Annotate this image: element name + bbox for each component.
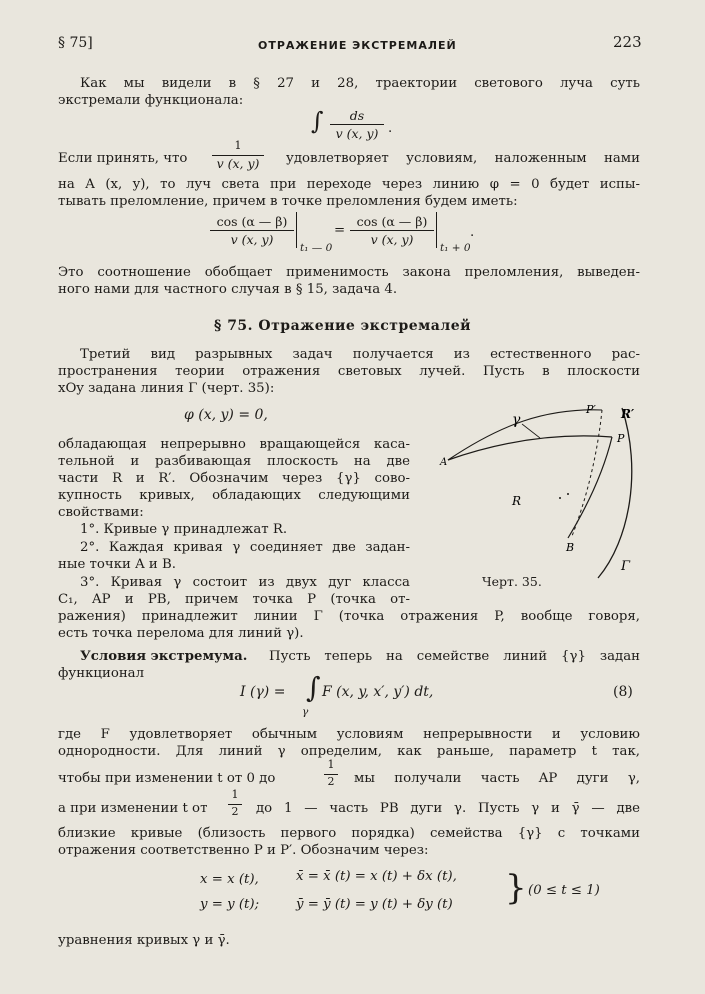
- formula2-end: .: [470, 225, 475, 240]
- para6-line3a: чтобы при изменении t от 0 до: [58, 771, 276, 786]
- formula4-integral: ∫: [306, 671, 321, 704]
- formula1-denominator: v (x, y): [335, 126, 379, 141]
- formula4-integrand: F (x, y, x′, y′) dt,: [322, 684, 434, 700]
- formula5-cond: (0 ≤ t ≤ 1): [528, 883, 600, 898]
- label-big-gamma: Γ: [621, 559, 631, 574]
- para5-line5: свойствами:: [58, 505, 144, 520]
- para6-line3b: мы получали часть AP дуги γ,: [354, 771, 640, 786]
- para4-line3: xOy задана линия Γ (черт. 35):: [58, 381, 275, 396]
- last-line: уравнения кривых γ и γ̄.: [58, 933, 230, 948]
- label-p-prime: P′: [586, 403, 596, 416]
- formula2-left-num: cos (α — β): [216, 214, 288, 229]
- para6-half2-num: 1: [231, 788, 239, 801]
- para4-line2: пространения теории отражения световых лучей. Пусть в плоскости: [58, 364, 640, 379]
- formula1-end: .: [388, 121, 393, 136]
- para5-line4: купность кривых, обладающих следующими: [58, 488, 410, 503]
- property-3-cont1: C₁, AP и PB, причем точка P (точка от-: [58, 592, 410, 607]
- para4-line1: Третий вид разрывных задач получается из естественного рас-: [80, 347, 640, 362]
- label-r-prime: R′: [621, 407, 635, 421]
- formula5-r1b: x̄ = x̄ (t) = x (t) + δx (t),: [296, 869, 457, 884]
- formula2-right-num: cos (α — β): [356, 214, 428, 229]
- formula5-r2a: y = y (t);: [200, 897, 260, 912]
- para2-line3: тывать преломление, причем в точке преломления будем иметь:: [58, 194, 518, 209]
- para6-line6: отражения соответственно P и P′. Обозначим через:: [58, 843, 429, 858]
- label-gamma: γ: [512, 412, 521, 428]
- property-3-cont2: ражения) принадлежит линии Γ (точка отражения P, вообще говоря,: [58, 609, 640, 624]
- property-3-cont3: есть точка перелома для линий γ).: [58, 626, 304, 641]
- para3-line2: ного нами для частного случая в § 15, задача 4.: [58, 282, 398, 297]
- label-b: B: [566, 541, 575, 554]
- page-number: 223: [613, 33, 642, 51]
- para6-half2-den: 2: [231, 805, 239, 818]
- formula4-lower: γ: [302, 706, 309, 718]
- para6-line1: где F удовлетворяет обычным условиям непрерывности и условию: [58, 727, 640, 742]
- formula5-r2b: ȳ = ȳ (t) = y (t) + δy (t): [296, 897, 453, 912]
- label-p: P: [617, 432, 625, 445]
- para5-line3: части R и R′. Обозначим через {γ} сово-: [58, 471, 410, 486]
- formula2-eq: =: [334, 223, 346, 238]
- para6-line2: однородности. Для линий γ определим, как раньше, параметр t так,: [58, 744, 640, 759]
- formula2-left-den: v (x, y): [230, 232, 274, 247]
- formula5-brace: }: [505, 868, 527, 908]
- para2-line1a: Если принять, что: [58, 151, 188, 166]
- formula1-integral: ∫: [311, 107, 324, 135]
- para6-line4b: до 1 — часть PB дуги γ. Пусть γ и γ̄ — две: [256, 801, 640, 816]
- property-3: 3°. Кривая γ состоит из двух дуг класса: [80, 575, 410, 590]
- extremum-heading: Условия экстремума.: [80, 649, 248, 664]
- para2-frac-den: v (x, y): [216, 156, 260, 171]
- formula2-left-sub: t₁ — 0: [300, 242, 333, 254]
- label-a: A: [440, 457, 448, 468]
- para2-frac-num: 1: [234, 139, 242, 152]
- formula2-right-sub: t₁ + 0: [440, 242, 471, 254]
- para6-line4a: а при изменении t от: [58, 801, 208, 816]
- header-title: ОТРАЖЕНИЕ ЭКСТРЕМАЛЕЙ: [258, 39, 457, 52]
- para6-half-num: 1: [327, 758, 335, 771]
- curve-ap: [448, 436, 612, 460]
- property-1: 1°. Кривые γ принадлежат R.: [80, 522, 288, 537]
- para1-line1: Как мы видели в § 27 и 28, траектории светового луча суть: [80, 76, 640, 91]
- arrow-gamma: [522, 424, 540, 438]
- para3-line1: Это соотношение обобщает применимость закона преломления, выведен-: [58, 265, 640, 280]
- figure-caption: Черт. 35.: [482, 574, 542, 589]
- dot-r2: [567, 493, 569, 495]
- property-2: 2°. Каждая кривая γ соединяет две задан-: [80, 540, 410, 555]
- formula3: φ (x, y) = 0,: [184, 407, 268, 423]
- para6-half-den: 2: [327, 775, 335, 788]
- para2-line1b: удовлетворяет условиям, наложенным нами: [286, 151, 640, 166]
- curve-gamma-boundary: [598, 408, 632, 578]
- para6-line5: близкие кривые (близость первого порядка) семейства {γ} с точками: [58, 826, 640, 841]
- curve-p-prime-b: [572, 410, 602, 536]
- label-r: R: [512, 494, 522, 508]
- header-section: § 75]: [58, 35, 93, 51]
- para2-line2: на A (x, y), то луч света при переходе через линию φ = 0 будет испы-: [58, 177, 640, 192]
- extremum-line1-rest: Пусть теперь на семействе линий {γ} задан: [269, 649, 640, 664]
- dot-r: [559, 497, 561, 499]
- para5-line2: тельной и разбивающая плоскость на две: [58, 454, 410, 469]
- para5-line1: обладающая непрерывно вращающейся каса-: [58, 437, 410, 452]
- formula5-r1a: x = x (t),: [200, 872, 259, 887]
- section-heading: § 75. Отражение экстремалей: [214, 318, 472, 334]
- formula2-right-den: v (x, y): [370, 232, 414, 247]
- para1-line2: экстремали функционала:: [58, 93, 244, 108]
- formula1-numerator: ds: [349, 108, 365, 123]
- property-2-cont: ные точки A и B.: [58, 557, 177, 572]
- formula4-lhs: I (γ) =: [240, 684, 286, 700]
- formula4-number: (8): [613, 684, 633, 700]
- curve-pb: [568, 437, 612, 538]
- extremum-line2: функционал: [58, 666, 145, 681]
